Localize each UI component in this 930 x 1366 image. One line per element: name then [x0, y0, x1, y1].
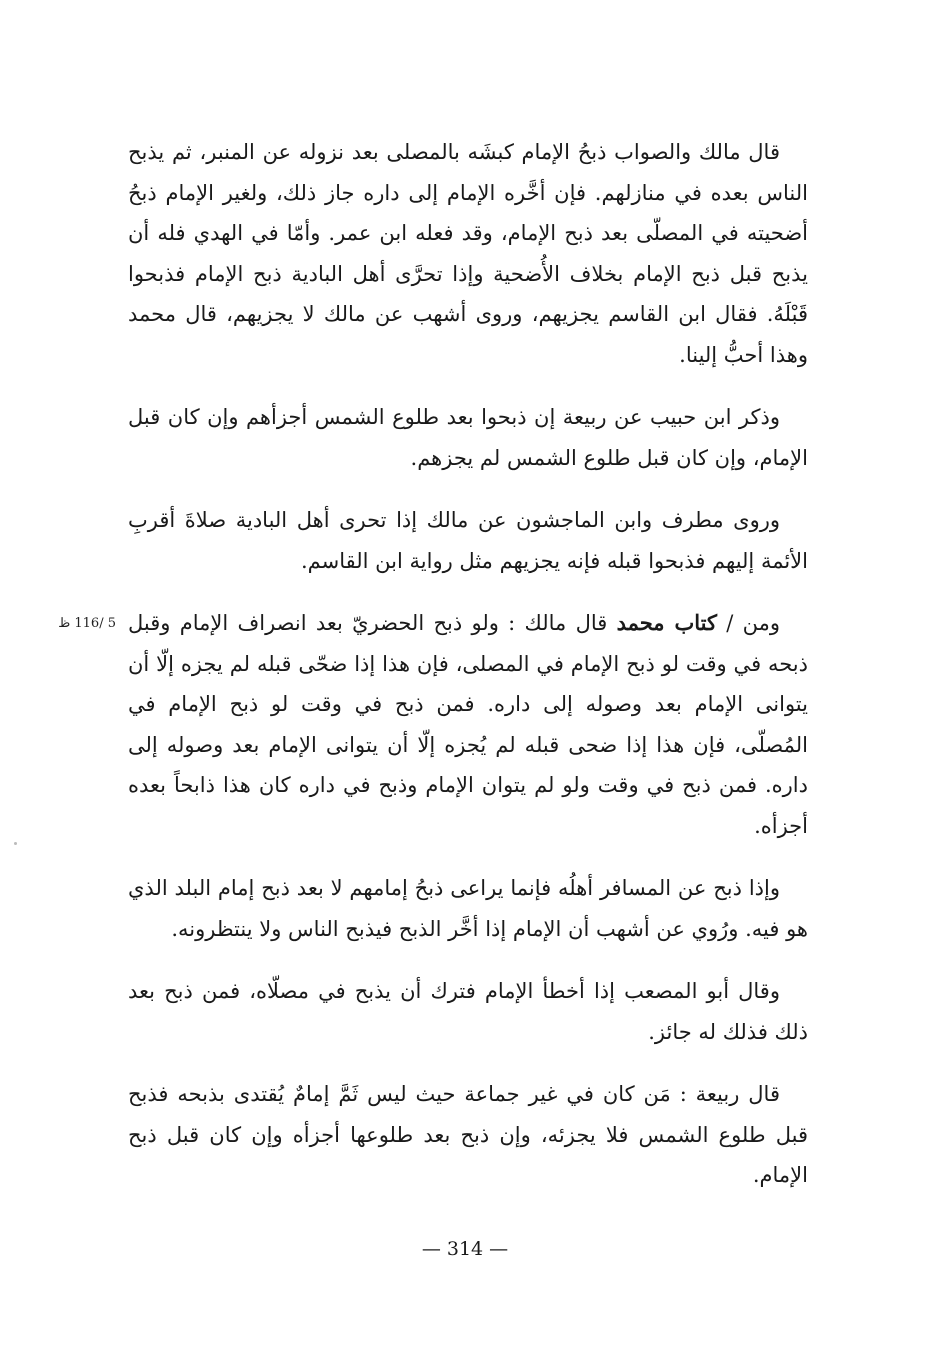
main-text	[128, 132, 808, 1218]
paragraph-4-lead: ومن /	[716, 611, 781, 635]
paragraph-2: وذكر ابن حبيب عن ربيعة إن ذبحوا بعد طلوع الشمس أجزأهم وإن كان قبل الإمام، وإن كان قبل طلوع الشمس لم يجزهم.	[128, 405, 808, 470]
paragraph-1: قال مالك والصواب ذبحُ الإمام كبشَه بالمصلى بعد نزوله عن المنبر، ثم يذبح الناس بعده في منازلهم. فإن أخَّره الإمام إلى داره جاز ذلك، ولغير الإمام ذبحُ أضحيته في المصلّى بعد ذبح الإمام، وقد فعله ابن عمر. وأمّا في الهدي فله أن يذبح قبل ذبح الإمام بخلاف الأُضحية وإذا تحرَّى أهل البادية ذبح الإمام فذبحوا قَبْلَهُ. فقال ابن القاسم يجزيهم، وروى أشهب عن مالك لا يجزيهم، قال محمد وهذا أحبُّ إلينا.	[128, 140, 808, 367]
paragraph-5: وإذا ذبح عن المسافر أهلُه فإنما يراعى ذبحُ إمامهم لا بعد ذبح إمام البلد الذي هو فيه. ورُوي عن أشهب أن الإمام إذا أخَّر الذبح فيذبح الناس ولا ينتظرونه.	[128, 876, 808, 941]
book-title: كتاب محمد	[616, 610, 717, 635]
paragraph-6: وقال أبو المصعب إذا أخطأ الإمام فترك أن يذبح في مصلّاه، فمن ذبح بعد ذلك فذلك له جائز.	[128, 979, 808, 1044]
manuscript-folio-note: 5 /116 ظ	[58, 616, 116, 631]
scan-speck	[14, 842, 17, 845]
paragraph-7: قال ربيعة : مَن كان في غير جماعة حيث ليس ثَمَّ إمامٌ يُقتدى بذبحه فذبح قبل طلوع الشمس فلا يجزئه، وإن ذبح بعد طلوعها أجزأه وإن كان قبل ذبح الإمام.	[128, 1082, 808, 1187]
page-number: — 314 —	[421, 1238, 509, 1260]
paragraph-4-body: قال مالك : ولو ذبح الحضريّ بعد انصراف الإمام وقبل ذبحه في وقت لو ذبح الإمام في المصلى، فإن هذا إذا ضحّى قبله لم يجزه إلّا أن يتوانى الإمام بعد وصوله إلى داره. فمن ذبح في وقت لو ذبح الإمام في المُصلّى، فإن هذا إذا ضحى قبله لم يُجزه إلّا أن يتوانى الإمام بعد وصوله إلى داره. فمن ذبح في وقت ولو لم يتوان الإمام وذبح في داره كان هذا ذابحاً بعده أجزأه.	[128, 611, 808, 838]
paragraph-4	[128, 603, 808, 846]
paragraph-3: وروى مطرف وابن الماجشون عن مالك إذا تحرى أهل البادية صلاةَ أقربِ الأئمة إليهم فذبحوا قبله فإنه يجزيهم مثل رواية ابن القاسم.	[128, 508, 808, 573]
